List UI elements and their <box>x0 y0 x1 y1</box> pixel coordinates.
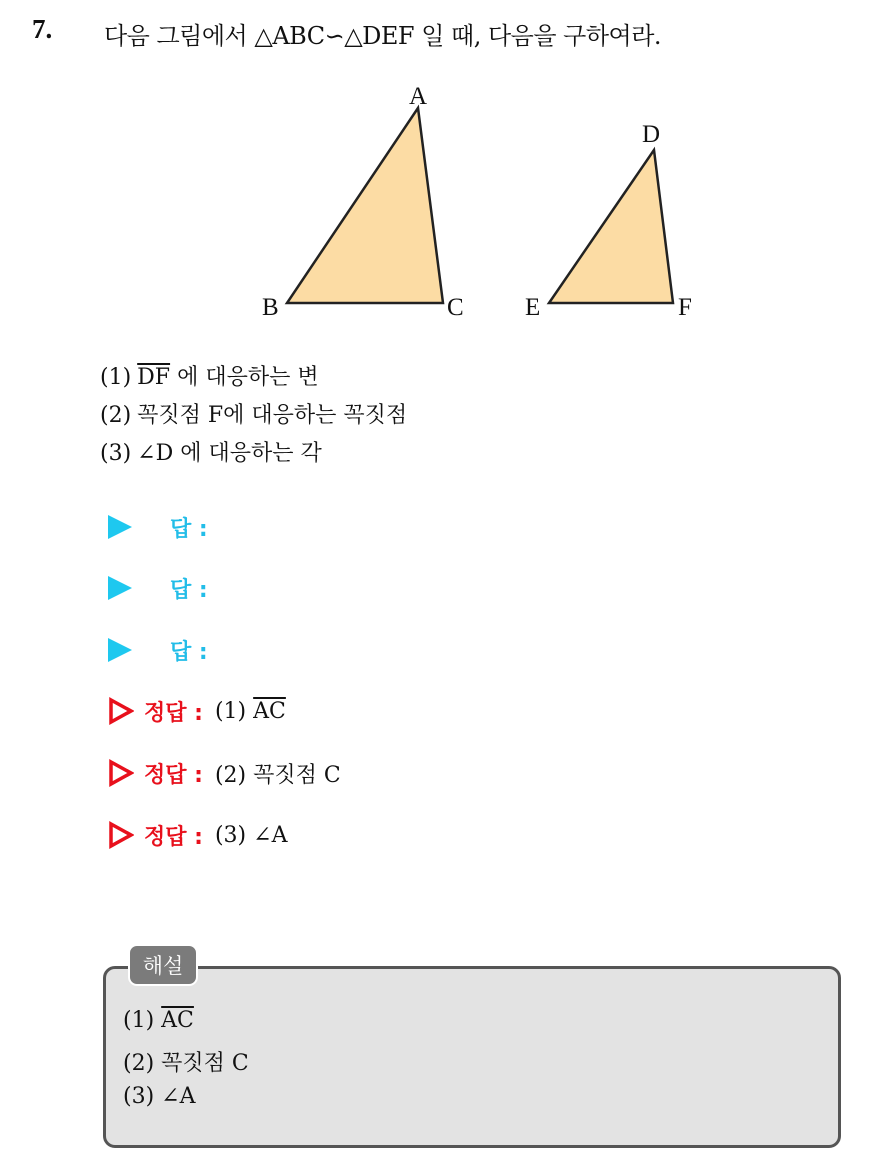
answer-label: 답 : <box>170 577 208 603</box>
solution-label: 정답 : <box>144 824 203 850</box>
explanation-text: ∠A <box>161 1084 196 1109</box>
solution-number: (1) <box>214 698 247 724</box>
answer-row-1[interactable] <box>108 510 208 544</box>
sub-question-number: (1) <box>100 365 132 390</box>
solution-text: 꼭짓점 C <box>253 762 341 788</box>
sub-question-text: 꼭짓점 F에 대응하는 꼭짓점 <box>137 403 408 428</box>
answer-label: 답 : <box>170 639 208 665</box>
sub-question-text: 에 대응하는 변 <box>177 365 319 390</box>
answer-row-3[interactable] <box>108 633 208 667</box>
solution-number: (2) <box>214 762 247 788</box>
explanation-number: (3) <box>123 1084 155 1109</box>
explanation-line-2 <box>123 1046 249 1077</box>
triangle-def <box>549 150 673 303</box>
outline-triangle-icon <box>108 759 134 787</box>
similar-triangles-figure <box>0 70 884 330</box>
explanation-number: (1) <box>123 1008 155 1033</box>
sub-question-text: ∠D 에 대응하는 각 <box>137 441 322 466</box>
solution-value <box>215 758 341 789</box>
vertex-label-b: B <box>262 294 279 321</box>
segment-ac: $\overline{AC}$ <box>253 698 286 724</box>
segment-df: $\overline{DF}$ <box>137 365 171 390</box>
solution-number: (3) <box>214 822 247 848</box>
vertex-label-f: F <box>678 294 692 321</box>
explanation-tag: 해설 <box>128 944 198 986</box>
triangle-abc <box>287 108 443 303</box>
explanation-line-1 <box>123 1008 194 1033</box>
solution-row-2 <box>108 756 341 790</box>
solution-value <box>215 823 288 848</box>
explanation-text: 꼭짓점 C <box>161 1051 249 1076</box>
sub-question-number: (2) <box>100 403 132 428</box>
play-triangle-icon <box>108 638 132 662</box>
answer-row-2[interactable] <box>108 571 208 605</box>
answer-label: 답 : <box>170 516 208 542</box>
play-triangle-icon <box>108 576 132 600</box>
play-triangle-icon <box>108 515 132 539</box>
question-number: 7. <box>32 14 53 44</box>
explanation-number: (2) <box>123 1051 155 1076</box>
solution-text: ∠A <box>253 822 288 848</box>
vertex-label-c: C <box>447 294 464 321</box>
vertex-label-d: D <box>642 121 661 148</box>
solution-row-1 <box>108 694 286 728</box>
segment-ac: $\overline{AC}$ <box>161 1008 194 1033</box>
outline-triangle-icon <box>108 697 134 725</box>
sub-question-number: (3) <box>100 441 132 466</box>
solution-label: 정답 : <box>144 700 203 726</box>
explanation-line-3 <box>123 1084 196 1109</box>
sub-question-2 <box>100 398 407 429</box>
vertex-label-e: E <box>525 294 541 321</box>
solution-label: 정답 : <box>144 762 203 788</box>
solution-row-3 <box>108 818 287 852</box>
sub-question-1 <box>100 360 319 391</box>
question-text: 다음 그림에서 △ABC∽△DEF 일 때, 다음을 구하여라. <box>104 22 662 50</box>
solution-value <box>215 699 286 724</box>
outline-triangle-icon <box>108 821 134 849</box>
sub-question-3 <box>100 436 322 467</box>
vertex-label-a: A <box>409 83 428 110</box>
